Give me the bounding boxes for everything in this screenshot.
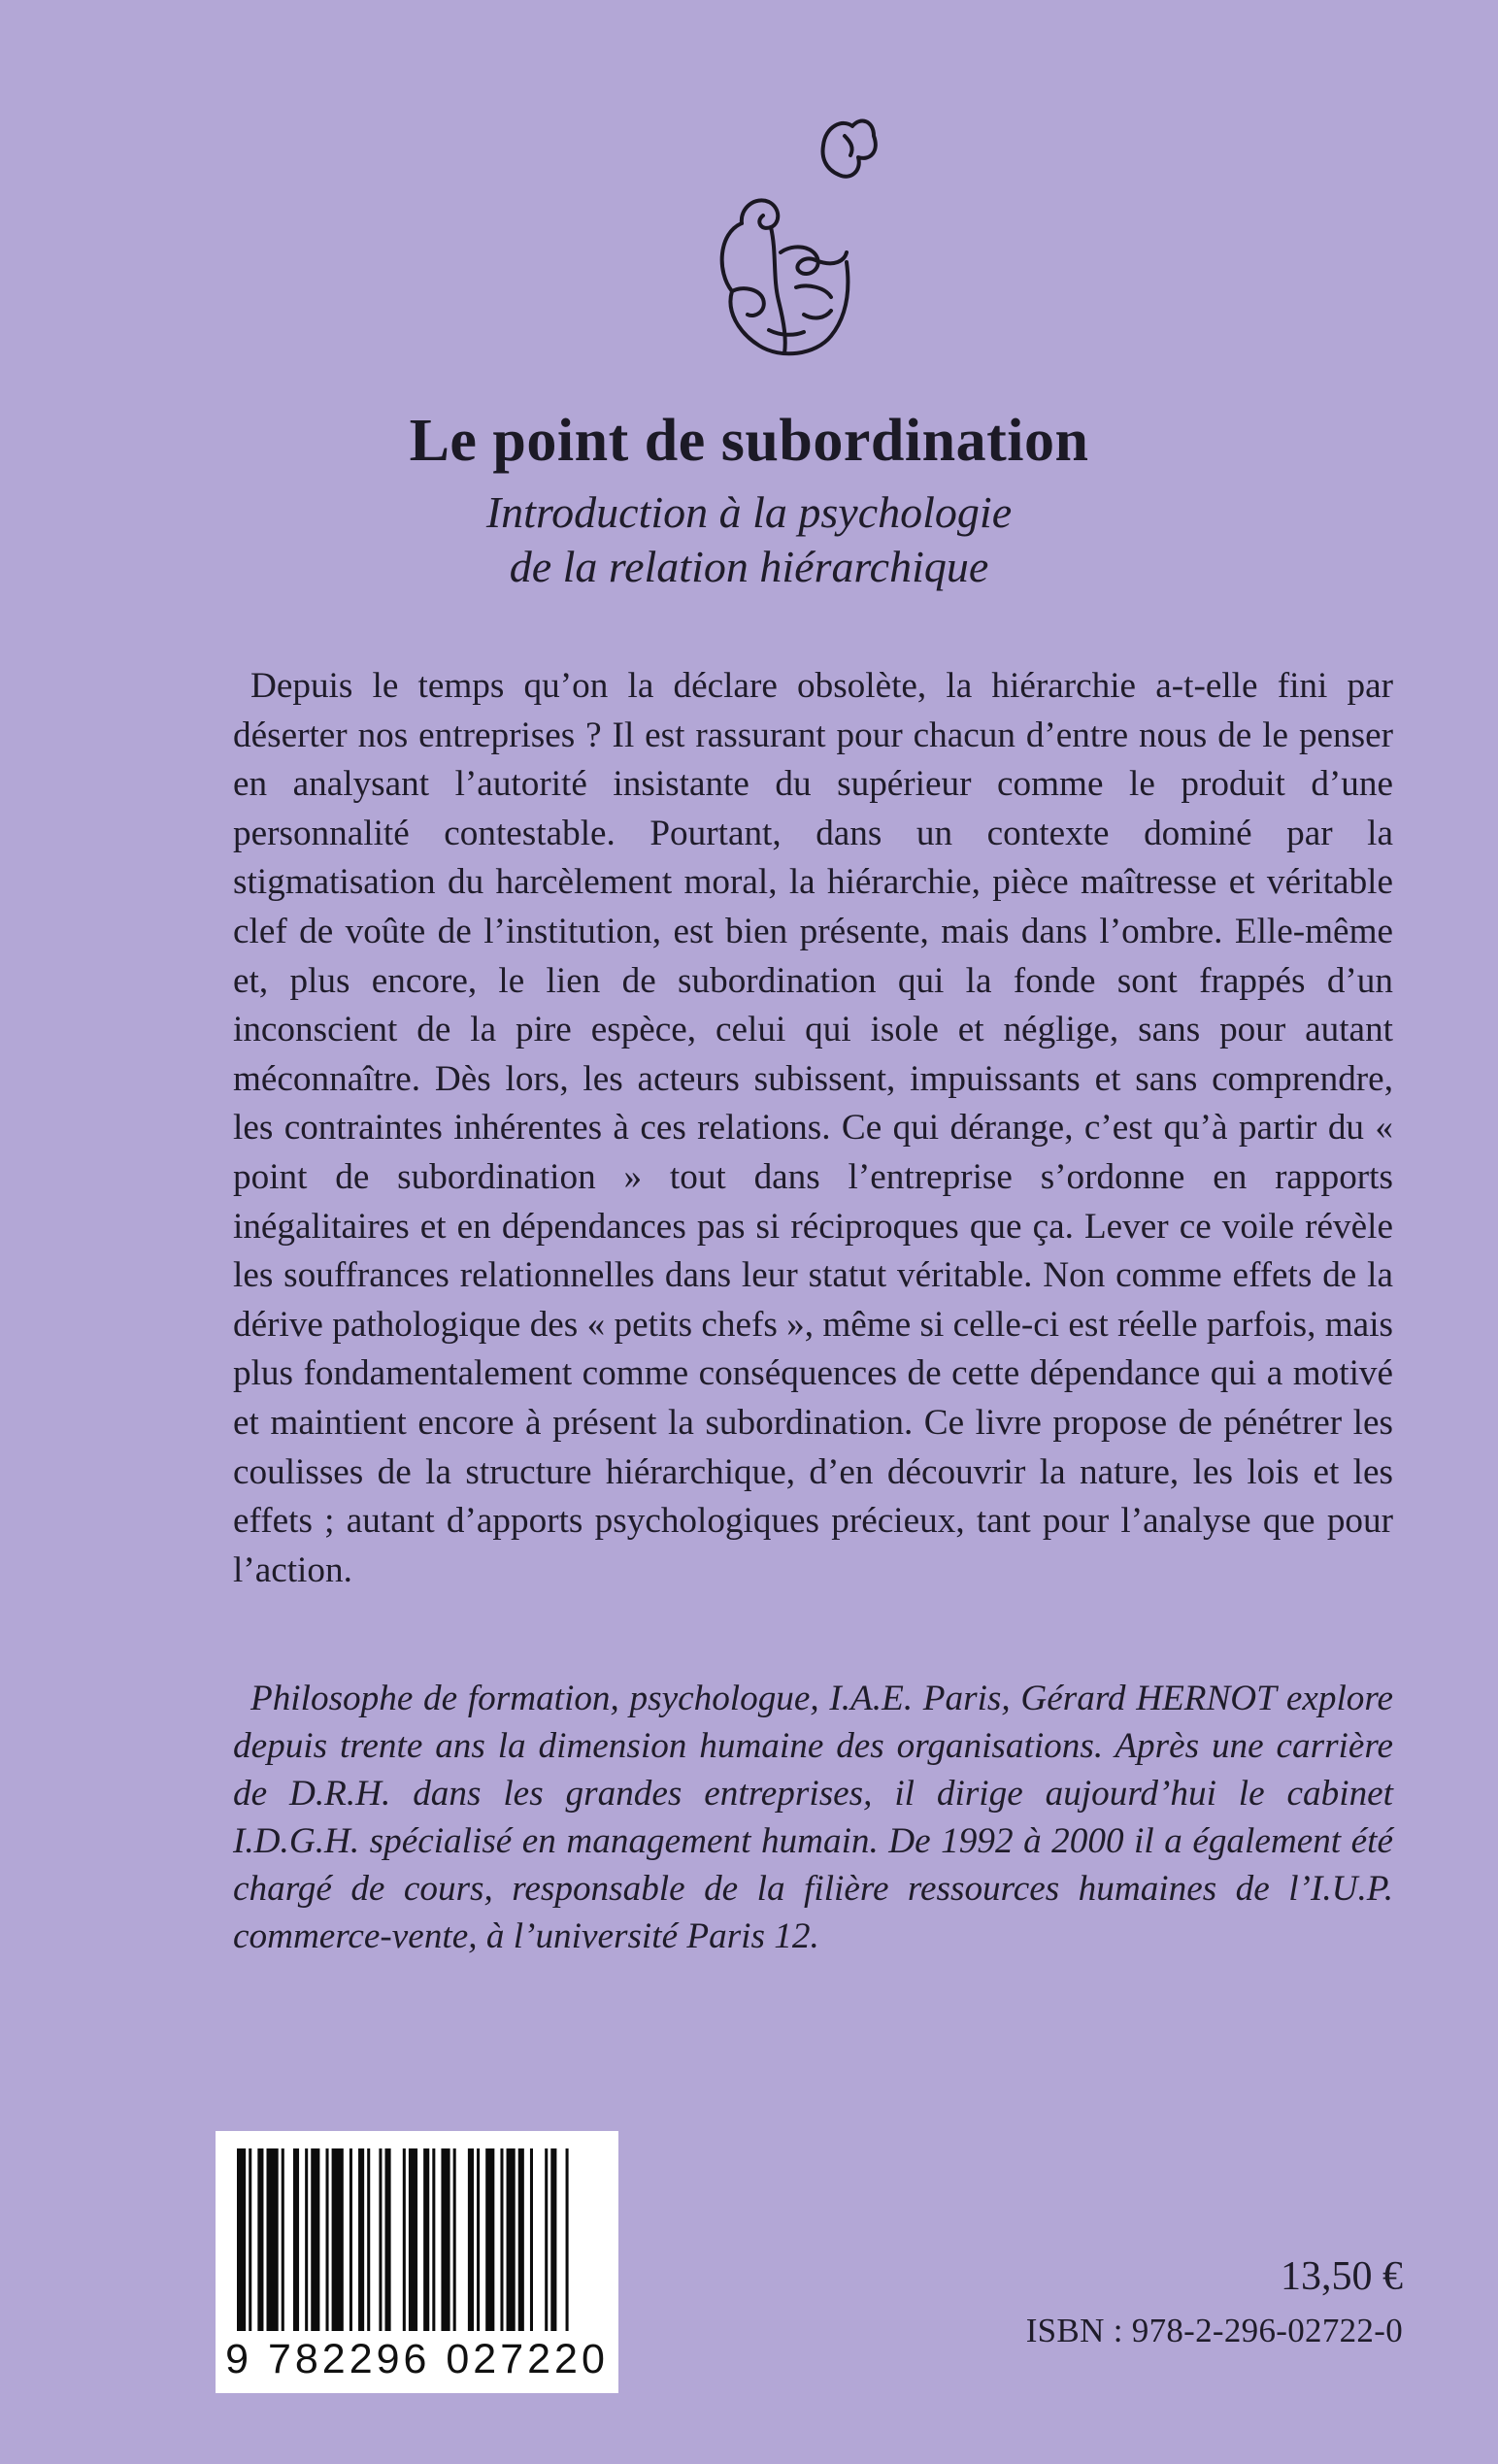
barcode-bar	[367, 2148, 370, 2331]
barcode-bar	[282, 2148, 284, 2331]
barcode-bar	[350, 2148, 352, 2331]
barcode-bar	[257, 2148, 263, 2331]
barcode-bar	[326, 2148, 329, 2331]
barcode-bar	[550, 2148, 556, 2331]
subtitle-line-1: Introduction à la psychologie	[485, 487, 1013, 537]
puzzle-head-icon	[680, 107, 913, 359]
barcode-bar	[423, 2148, 429, 2331]
subtitle-line-2: de la relation hiérarchique	[509, 542, 989, 591]
book-description: Depuis le temps qu’on la déclare obsolète, la hiérarchie a-t-elle fini par déserter nos entreprises ? Il est rassurant pour chacun d’entre nous de le penser en analysant l’autorité insistante du supérieur comme le produit d’une personnalité contestable. Pourtant, dans un contexte dominé par la stigmatisation du harcèlement moral, la hiérarchie, pièce maîtresse et véritable clef de voûte de l’institution, est bien présente, mais dans l’ombre. Elle-même et, plus encore, le lien de subordination qui la fonde sont frappés d’un inconscient de la pire espèce, celui qui isole et néglige, sans pour autant méconnaître. Dès lors, les acteurs subissent, impuissants et sans comprendre, les contraintes inhérentes à ces relations. Ce qui dérange, c’est qu’à partir du « point de subordination » tout dans l’entreprise s’ordonne en rapports inégalitaires et en dépendances pas si réciproques que ça. Lever ce voile révèle les souffrances relationnelles dans leur statut véritable. Non comme effets de la dérive pathologique des « petits chefs », même si celle-ci est réelle parfois, mais plus fondamentalement comme conséquences de cette dépendance qui a motivé et maintient encore à présent la subordination. Ce livre propose de pénétrer les coulisses de la structure hiérarchique, d’en découvrir la nature, les lois et les effets ; autant d’apports psychologiques précieux, tant pour l’analyse que pour l’action.	[233, 666, 1393, 1590]
barcode-bar	[311, 2148, 319, 2331]
barcode-bar	[293, 2148, 299, 2331]
price: 13,50 €	[1281, 2254, 1403, 2299]
isbn-barcode	[216, 2131, 618, 2393]
author-biography: Philosophe de formation, psychologue, I.A.E. Paris, Gérard HERNOT explore depuis trente ans la dimension humaine des organisations. Après une carrière de D.R.H. dans les grandes entreprises, il dirige aujourd’hui le cabinet I.D.G.H. spécialisé en management humain. De 1992 à 2000 il a également été chargé de cours, responsable de la filière ressources humaines de l’I.U.P. commerce-vente, à l’université Paris 12.	[233, 1679, 1393, 1956]
barcode-bar	[545, 2148, 548, 2331]
barcode-bar	[566, 2148, 569, 2331]
barcode-bar	[379, 2148, 382, 2331]
barcode-bar	[385, 2148, 391, 2331]
barcode-bar	[305, 2148, 308, 2331]
barcode-bar	[432, 2148, 435, 2331]
barcode-bar	[249, 2148, 251, 2331]
barcode-bar	[530, 2148, 533, 2331]
barcode-bars	[216, 2131, 618, 2335]
barcode-bar	[403, 2148, 406, 2331]
barcode-bar	[468, 2148, 474, 2331]
barcode-digits: 9 782296 027220	[225, 2336, 609, 2382]
barcode-bar	[507, 2148, 516, 2331]
isbn-number: ISBN : 978-2-296-02722-0	[1025, 2312, 1403, 2349]
book-subtitle	[0, 485, 1498, 594]
barcode-bar	[267, 2148, 279, 2331]
barcode-bar	[409, 2148, 417, 2331]
barcode-bar	[500, 2148, 503, 2331]
barcode-bar	[477, 2148, 480, 2331]
barcode-bar	[453, 2148, 456, 2331]
book-title: Le point de subordination	[409, 408, 1089, 474]
barcode-bar	[237, 2148, 246, 2331]
barcode-bar	[485, 2148, 494, 2331]
barcode-bar	[441, 2148, 449, 2331]
barcode-bar	[358, 2148, 364, 2331]
publisher-logo	[680, 107, 913, 359]
barcode-bar	[518, 2148, 524, 2331]
barcode-bar	[332, 2148, 344, 2331]
